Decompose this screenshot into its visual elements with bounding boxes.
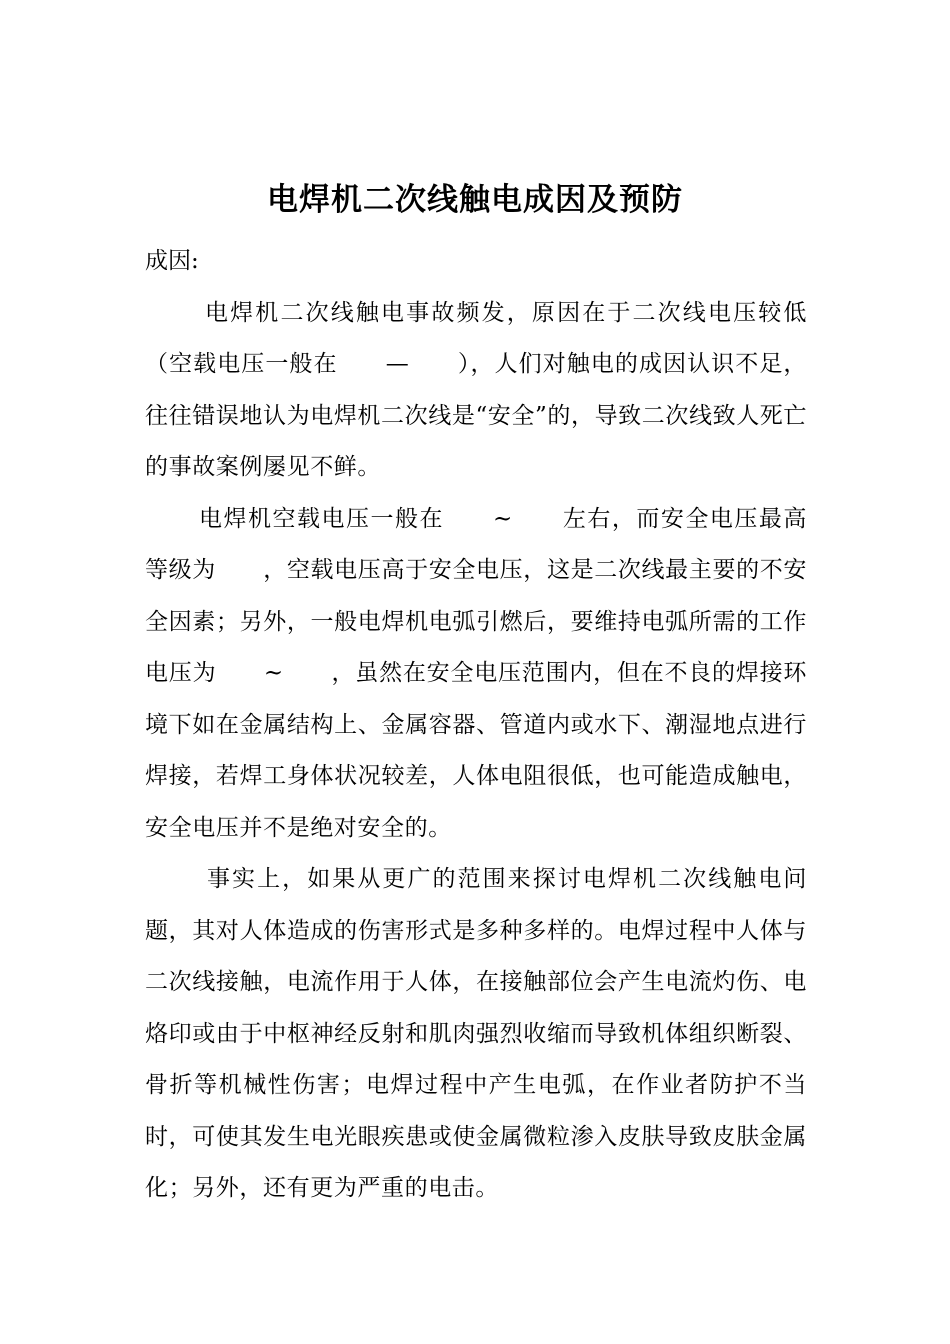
paragraph-3: 事实上，如果从更广的范围来探讨电焊机二次线触电问题，其对人体造成的伤害形式是多种多样的。电焊过程中人体与二次线接触，电流作用于人体，在接触部位会产生电流灼伤、电烙印或由于中枢神经反射和肌肉强烈收缩而导致机体组织断裂、骨折等机械性伤害；电焊过程中产生电弧，在作业者防护不当时，可使其发生电光眼疾患或使金属微粒渗入皮肤导致皮肤金属化；另外，还有更为严重的电击。	[145, 866, 807, 1201]
paragraph-1: 电焊机二次线触电事故频发，原因在于二次线电压较低（空载电压一般在 — ），人们对触电的成因认识不足，往往错误地认为电焊机二次线是“安全”的，导致二次线致人死亡的事故案例屡见不鲜。	[145, 299, 807, 480]
section-label-causes: 成因:	[145, 248, 199, 274]
document-body	[145, 236, 807, 1215]
document-title: 电焊机二次线触电成因及预防	[267, 182, 683, 218]
paragraph-2: 电焊机空载电压一般在 ~ 左右，而安全电压最高等级为 ，空载电压高于安全电压，这是二次线最主要的不安全因素；另外，一般电焊机电弧引燃后，要维持电弧所需的工作电压为 ~ ，虽然在安全电压范围内，但在不良的焊接环境下如在金属结构上、金属容器、管道内或水下、潮湿地点进行焊接，若焊工身体状况较差，人体电阻很低，也可能造成触电，安全电压并不是绝对安全的。	[145, 505, 807, 841]
